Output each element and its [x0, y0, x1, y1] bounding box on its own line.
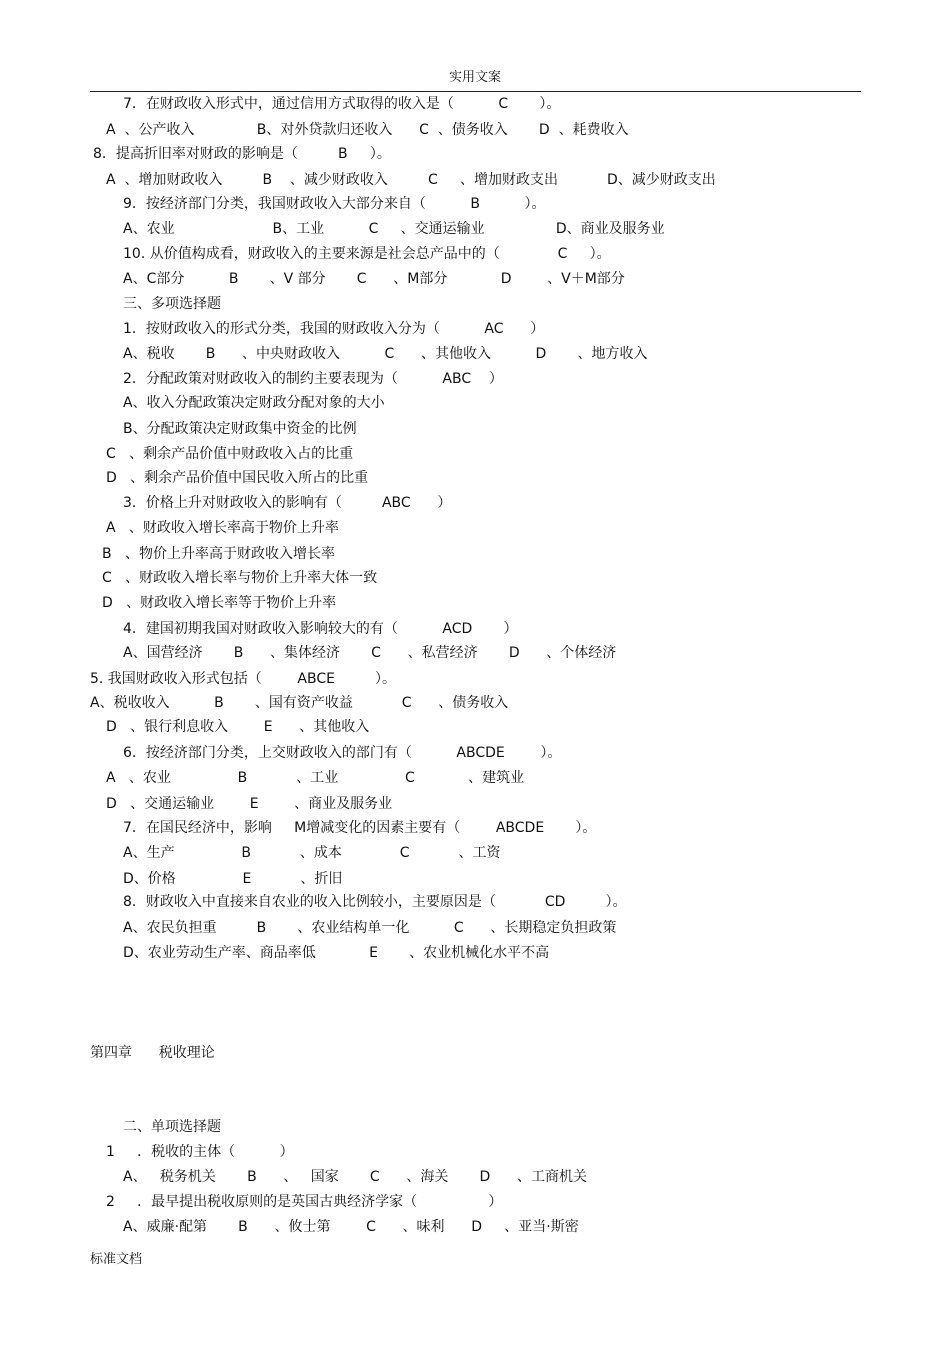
- text-line: 5. 我国财政收入形式包括（ ABCE ）。: [90, 671, 397, 687]
- text-line: 3．价格上升对财政收入的影响有（ ABC ）: [123, 495, 452, 511]
- text-line: 8．提高折旧率对财政的影响是（ B ）。: [93, 146, 391, 162]
- text-line: A 、农业 B 、工业 C 、建筑业: [106, 770, 525, 786]
- text-line: 9．按经济部门分类，我国财政收入大部分来自（ B ）。: [123, 196, 546, 212]
- text-line: 2 ．最早提出税收原则的是英国古典经济学家（ ）: [106, 1194, 503, 1210]
- header-rule: [90, 91, 861, 92]
- text-line: C 、剩余产品价值中财政收入占的比重: [106, 446, 354, 462]
- text-line: A、收入分配政策决定财政分配对象的大小: [123, 395, 385, 411]
- text-line: 1．按财政收入的形式分类，我国的财政收入分为（ AC ）: [123, 321, 545, 337]
- text-line: D、价格 E 、折旧: [123, 871, 343, 887]
- text-line: A 、公产收入 B、对外贷款归还收入 C 、债务收入 D 、耗费收入: [106, 122, 629, 138]
- section-heading: 三、多项选择题: [123, 296, 221, 312]
- text-line: A、威廉·配第 B 、攸士第 C 、味利 D 、亚当·斯密: [123, 1219, 579, 1235]
- text-line: D、农业劳动生产率、商品率低 E 、农业机械化水平不高: [123, 945, 550, 961]
- text-line: 10. 从价值构成看，财政收入的主要来源是社会总产品中的（ C ）。: [123, 246, 611, 262]
- text-line: 2．分配政策对财政收入的制约主要表现为（ ABC ）: [123, 371, 503, 387]
- text-line: A、税收 B 、中央财政收入 C 、其他收入 D 、地方收入: [123, 346, 648, 362]
- text-line: A、 税务机关 B 、 国家 C 、海关 D 、工商机关: [123, 1169, 587, 1185]
- text-line: A、国营经济 B 、集体经济 C 、私营经济 D 、个体经济: [123, 645, 617, 661]
- text-line: A、C部分 B 、V 部分 C 、M部分 D 、V＋M部分: [123, 271, 625, 287]
- text-line: B、分配政策决定财政集中资金的比例: [123, 421, 357, 437]
- text-line: D 、银行利息收入 E 、其他收入: [106, 719, 370, 735]
- text-line: A 、增加财政收入 B 、减少财政收入 C 、增加财政支出 D、减少财政支出: [106, 172, 716, 188]
- text-line: 7．在财政收入形式中，通过信用方式取得的收入是（ C ）。: [123, 96, 561, 112]
- text-line: 8．财政收入中直接来自农业的收入比例较小，主要原因是（ CD ）。: [123, 894, 627, 910]
- text-line: A、税收收入 B 、国有资产收益 C 、债务收入: [90, 695, 509, 711]
- text-line: 4．建国初期我国对财政收入影响较大的有（ ACD ）: [123, 621, 518, 637]
- text-line: C 、财政收入增长率与物价上升率大体一致: [102, 570, 378, 586]
- text-line: 1 ．税收的主体（ ）: [106, 1144, 294, 1160]
- page-header: 实用文案: [448, 70, 501, 85]
- text-line: A 、财政收入增长率高于物价上升率: [106, 520, 339, 536]
- text-line: A、农业 B、工业 C 、交通运输业 D、商业及服务业: [123, 221, 665, 237]
- text-line: A、生产 B 、成本 C 、工资: [123, 845, 501, 861]
- text-line: A、农民负担重 B 、农业结构单一化 C 、长期稳定负担政策: [123, 920, 617, 936]
- text-line: D 、剩余产品价值中国民收入所占的比重: [106, 470, 369, 486]
- text-line: D 、财政收入增长率等于物价上升率: [102, 595, 337, 611]
- text-line: 6．按经济部门分类，上交财政收入的部门有（ ABCDE ）。: [123, 745, 562, 761]
- text-line: B 、物价上升率高于财政收入增长率: [102, 546, 335, 562]
- chapter-heading: 第四章 税收理论: [90, 1045, 215, 1061]
- text-line: 7．在国民经济中，影响 M增减变化的因素主要有（ ABCDE ）。: [123, 820, 597, 836]
- section-heading: 二、单项选择题: [123, 1119, 221, 1135]
- page-footer: 标准文档: [90, 1252, 143, 1267]
- text-line: D 、交通运输业 E 、商业及服务业: [106, 796, 393, 812]
